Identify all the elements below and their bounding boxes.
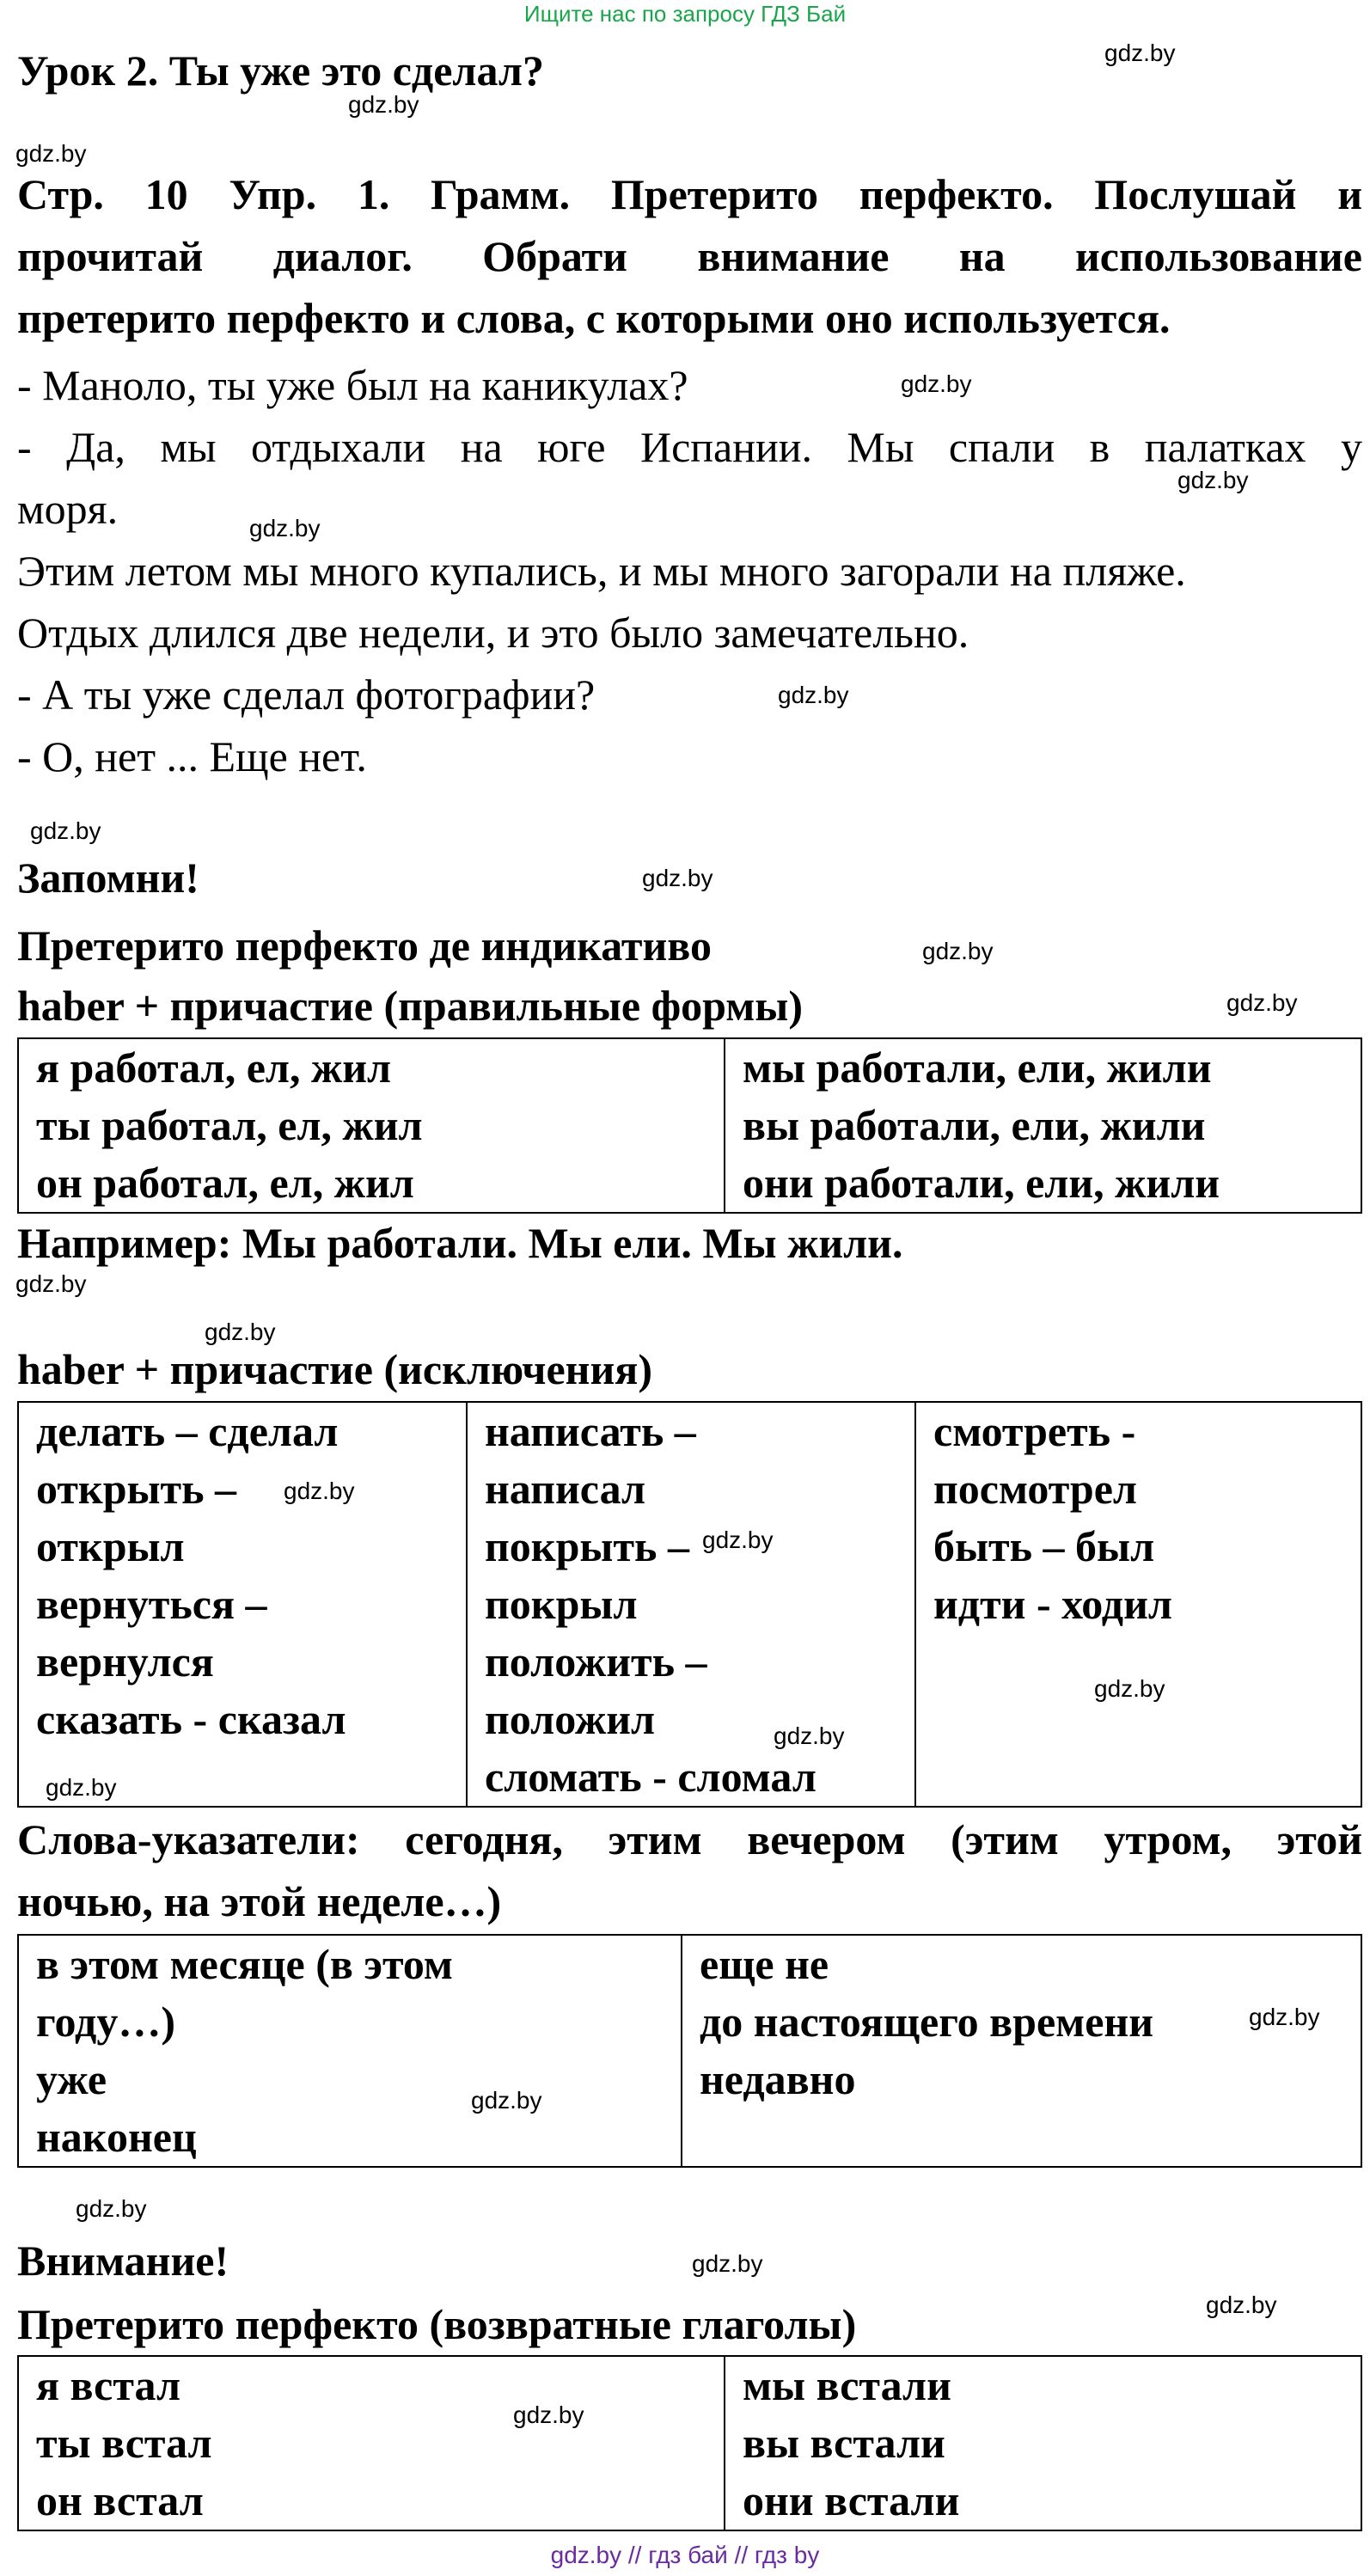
watermark: gdz.by	[774, 1722, 845, 1749]
dialog-line: Отдых длился две недели, и это было замечательно.	[17, 609, 969, 657]
remember-heading: Запомни!	[17, 854, 199, 902]
table-cell-line: положил	[485, 1695, 656, 1743]
table-cell-line: еще не	[700, 1940, 829, 1988]
table-cell	[915, 1402, 1361, 1807]
dialog-line: - А ты уже сделал фотографии?	[17, 670, 596, 719]
table-cell	[18, 1935, 682, 2167]
watermark: gdz.by	[1104, 40, 1176, 66]
table-cell	[18, 1038, 725, 1213]
watermark: gdz.by	[778, 682, 849, 708]
watermark: gdz.by	[205, 1319, 276, 1345]
regular-heading: haber + причастие (правильные формы)	[17, 982, 803, 1030]
reflexive-heading: Претерито перфекто (возвратные глаголы)	[17, 2300, 857, 2348]
watermark: gdz.by	[249, 515, 321, 542]
watermark: gdz.by	[1094, 1675, 1165, 1702]
watermark: gdz.by	[642, 865, 713, 891]
watermark: gdz.by	[1177, 467, 1249, 493]
table-cell-line: сказать - сказал	[36, 1695, 346, 1743]
watermark: gdz.by	[46, 1774, 117, 1801]
reflexive-table	[17, 2355, 1362, 2531]
table-cell-line: делать – сделал	[36, 1407, 339, 1455]
exceptions-heading: haber + причастие (исключения)	[17, 1345, 652, 1393]
lesson-title: Урок 2. Ты уже это сделал?	[17, 46, 544, 95]
table-cell-line: быть – был	[933, 1522, 1155, 1570]
watermark: gdz.by	[513, 2402, 584, 2428]
exercise-header-line: Стр. 10 Упр. 1. Грамм. Претерито перфекто. Послушай и	[17, 170, 1362, 218]
table-cell-line: они встали	[743, 2476, 960, 2524]
watermark: gdz.by	[702, 1527, 774, 1553]
table-cell-line: положить –	[485, 1637, 707, 1686]
table-cell-line: ты встал	[36, 2419, 212, 2467]
table-cell-line: посмотрел	[933, 1465, 1137, 1513]
table-cell-line: недавно	[700, 2055, 856, 2103]
regular-forms-table	[17, 1037, 1362, 1214]
signal-words-line: Слова-указатели: сегодня, этим вечером (этим утром, этой	[17, 1815, 1362, 1863]
dialog-line: - Маноло, ты уже был на каникулах?	[17, 361, 688, 409]
watermark: gdz.by	[76, 2195, 147, 2222]
table-cell-line: идти - ходил	[933, 1580, 1172, 1628]
watermark: gdz.by	[1206, 2291, 1277, 2318]
table-cell-line: году…)	[36, 1998, 175, 2046]
watermark: gdz.by	[471, 2087, 542, 2114]
exercise-header	[17, 163, 1362, 349]
watermark: gdz.by	[922, 938, 994, 964]
watermark: gdz.by	[30, 817, 101, 844]
table-cell-line: вы работали, ели, жили	[743, 1101, 1206, 1149]
table-cell-line: вернуться –	[36, 1580, 267, 1628]
exercise-header-line: претерито перфекто и слова, с которыми оно используется.	[17, 294, 1171, 342]
example-line: Например: Мы работали. Мы ели. Мы жили.	[17, 1219, 903, 1267]
table-cell-line: наконец	[36, 2113, 197, 2161]
table-cell	[18, 1402, 467, 1807]
attention-heading: Внимание!	[17, 2236, 229, 2285]
table-cell-line: в этом месяце (в этом	[36, 1940, 453, 1988]
top-banner[interactable]: Ищите нас по запросу ГДЗ Бай	[523, 1, 847, 27]
table-cell	[467, 1402, 915, 1807]
table-cell-line: они работали, ели, жили	[743, 1159, 1220, 1207]
table-cell-line: до настоящего времени	[700, 1998, 1154, 2046]
watermark: gdz.by	[15, 140, 87, 167]
table-cell-line: написать –	[485, 1407, 696, 1455]
table-cell-line: он встал	[36, 2476, 204, 2524]
footer-links[interactable]: gdz.by // гдз бай // гдз by	[550, 2542, 820, 2568]
table-cell-line: он работал, ел, жил	[36, 1159, 414, 1207]
table-cell-line: я встал	[36, 2361, 181, 2409]
table-cell-line: мы работали, ели, жили	[743, 1043, 1212, 1092]
exercise-header-line: прочитай диалог. Обрати внимание на использование	[17, 232, 1362, 280]
watermark: gdz.by	[15, 1270, 87, 1297]
signal-words-line: ночью, на этой неделе…)	[17, 1877, 502, 1925]
table-cell-line: покрыть –	[485, 1522, 689, 1570]
dialog-line: Этим летом мы много купались, и мы много загорали на пляже.	[17, 547, 1186, 595]
table-cell-line: ты работал, ел, жил	[36, 1101, 423, 1149]
watermark: gdz.by	[1226, 989, 1298, 1016]
table-cell	[725, 1038, 1361, 1213]
exceptions-table	[17, 1401, 1362, 1808]
tense-name: Претерито перфекто де индикативо	[17, 921, 712, 970]
table-cell-line: покрыл	[485, 1580, 638, 1628]
dialog	[17, 354, 1362, 787]
table-cell-line: написал	[485, 1465, 646, 1513]
watermark: gdz.by	[692, 2250, 763, 2277]
table-cell	[725, 2356, 1361, 2530]
signal-words	[17, 1808, 1362, 1932]
watermark: gdz.by	[284, 1478, 355, 1504]
dialog-line: моря.	[17, 485, 119, 533]
watermark: gdz.by	[348, 91, 419, 118]
dialog-line: - О, нет ... Еще нет.	[17, 732, 367, 780]
table-cell	[682, 1935, 1361, 2167]
table-cell-line: вернулся	[36, 1637, 214, 1686]
table-cell-line: открыть –	[36, 1465, 237, 1513]
table-cell-line: мы встали	[743, 2361, 951, 2409]
table-cell-line: уже	[36, 2055, 107, 2103]
table-cell-line: я работал, ел, жил	[36, 1043, 392, 1092]
table-cell-line: сломать - сломал	[485, 1753, 816, 1801]
table-cell-line: открыл	[36, 1522, 185, 1570]
watermark: gdz.by	[901, 370, 972, 397]
signal-words-table	[17, 1934, 1362, 2168]
dialog-line: - Да, мы отдыхали на юге Испании. Мы спали в палатках у	[17, 423, 1362, 471]
table-cell	[18, 2356, 725, 2530]
table-cell-line: вы встали	[743, 2419, 945, 2467]
table-cell-line: смотреть -	[933, 1407, 1136, 1455]
watermark: gdz.by	[1249, 2004, 1320, 2030]
